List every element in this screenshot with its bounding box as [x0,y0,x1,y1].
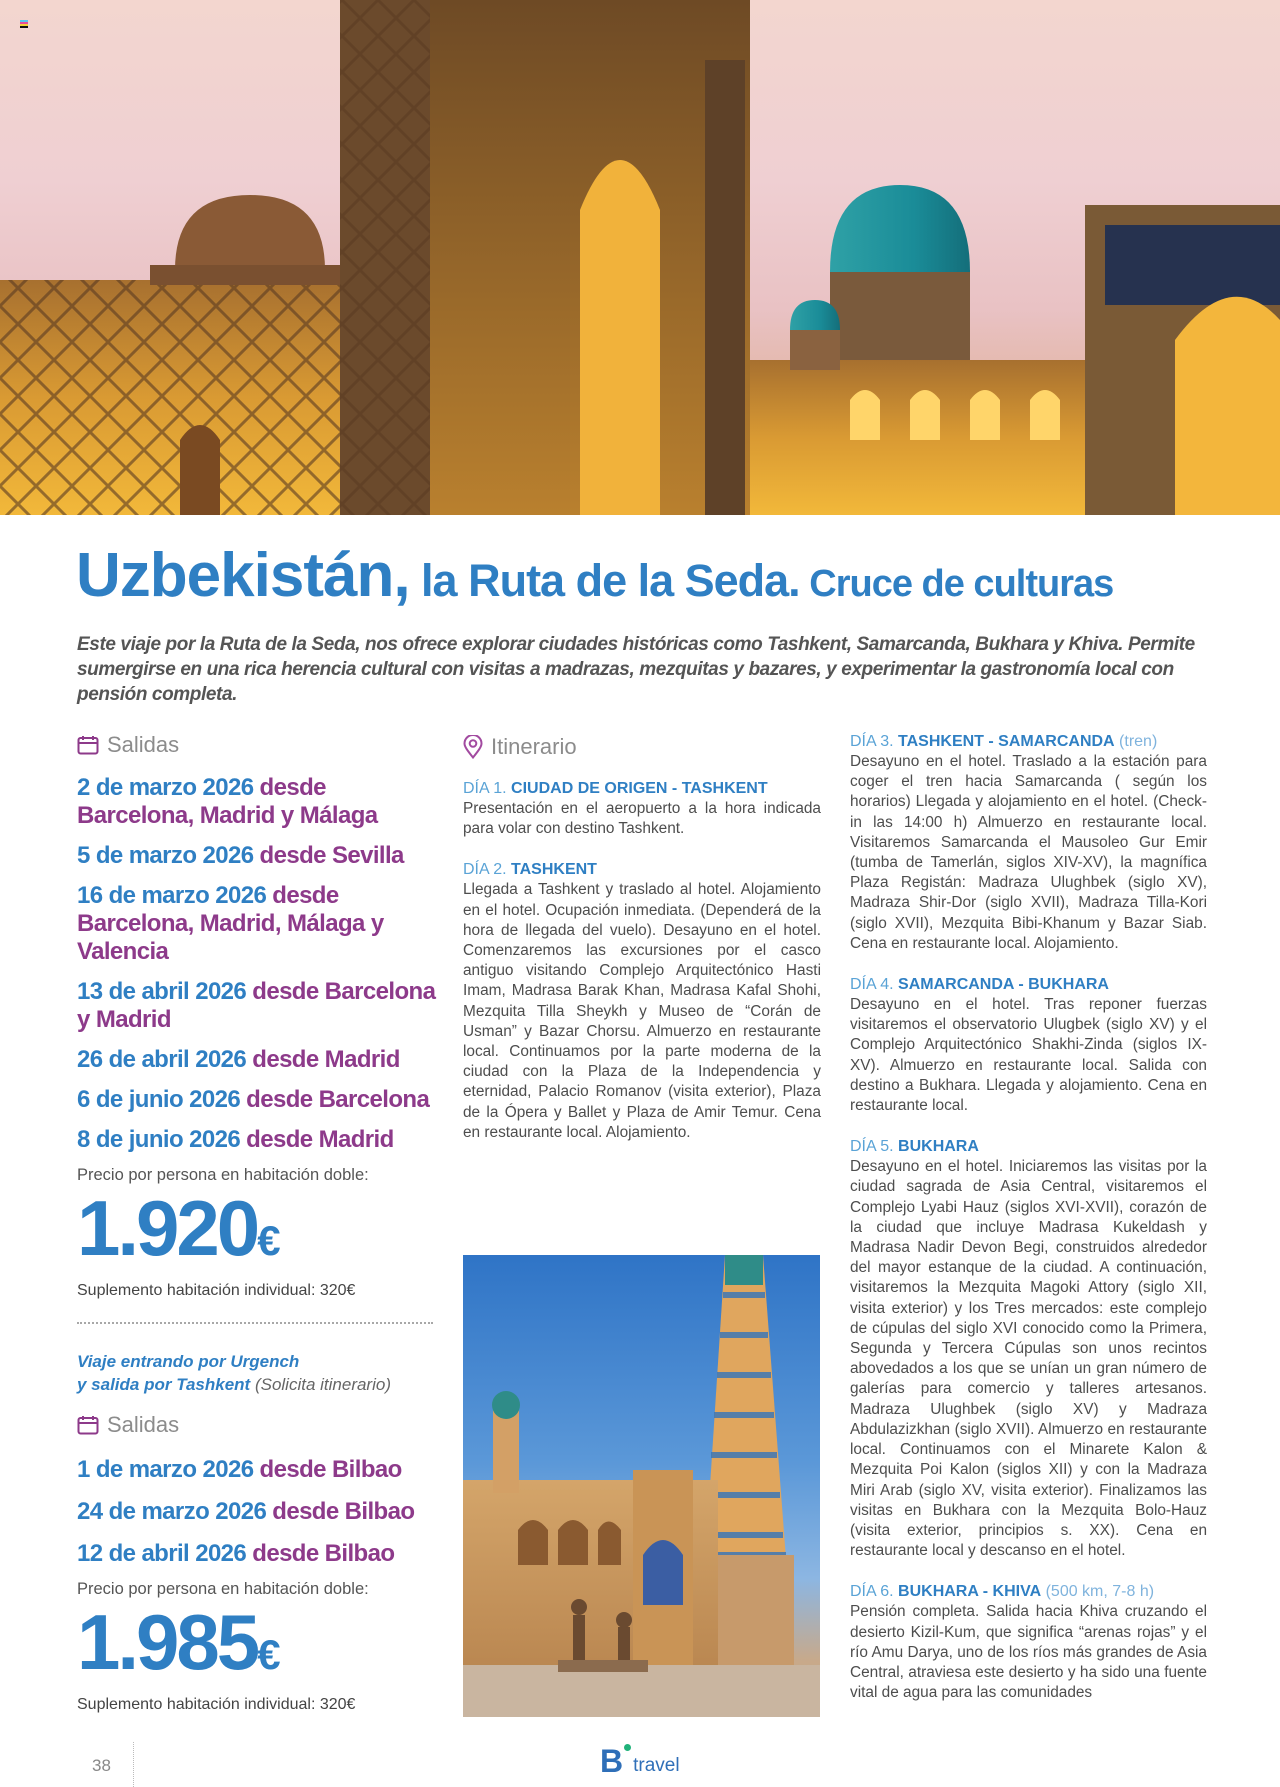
location-pin-icon [463,735,483,759]
currency-symbol: € [257,1631,281,1678]
calendar-icon [77,735,99,755]
page-number: 38 [92,1756,111,1775]
departures-heading-label: Salidas [107,732,180,757]
departure-item: 13 de abril 2026 desde Barcelona y Madrid [77,978,436,1033]
itinerary-day [850,974,1207,1116]
day-heading: DÍA 4. SAMARCANDA - BUKHARA [850,976,1109,994]
itinerary-day [463,778,821,839]
title-subtitle: Cruce de culturas [799,563,1114,605]
calendar-icon [77,1415,99,1435]
day-description: Desayuno en el hotel. Traslado a la estación para coger el tren hacia Samarcanda ( según los horarios) Llegada y alojamiento en el hotel. (Check-in las 14:00 h) Almuerzo en restaurante local. Visitaremos Samarcanda el Mausoleo Gur Emir (tumba de Tamerlán, siglos XIV-XV), la magnífica Plaza Registán: Madraza Ulughbek (siglo XV), Madraza Shir-Dor (siglo XVII), Madraza Tilla-Kori (siglo XVII), Mezquita Bibi-Khanum y Bazar Siab. Cena en restaurante local. Alojamiento. [850,753,1207,952]
single-supplement: Suplemento habitación individual: 320€ [77,1282,356,1299]
departure-item: 24 de marzo 2026 desde Bilbao [77,1498,415,1525]
itinerary-day [463,859,821,1143]
brand-dot-icon [624,1744,631,1751]
price-label: Precio por persona en habitación doble: [77,1580,369,1598]
price-value: 1.920€ [77,1184,281,1272]
itinerary-column-2 [850,731,1207,1703]
currency-symbol: € [257,1217,281,1264]
day-heading: DÍA 3. TASHKENT - SAMARCANDA (tren) [850,733,1158,750]
route-note: Viaje entrando por Urgench y salida por Tashkent (Solicita itinerario) [77,1352,391,1394]
price-value: 1.985€ [77,1598,281,1686]
title-country: Uzbekistán, [76,541,410,610]
khiva-illustration [463,1255,820,1717]
title-route: la Ruta de la Seda. [409,555,800,606]
day-description: Presentación en el aeropuerto a la hora indicada para volar con destino Tashkent. [463,800,821,838]
day-description: Llegada a Tashkent y traslado al hotel. Alojamiento en el hotel. Ocupación inmediata. (Dependerá de la hora de llegada del vuelo). Desayuno en el hotel. Comenzaremos las excursiones por el casco antiguo visitando Complejo Arquitectónico Hasti Imam, Madrasa Barak Khan, Madrasa Kafal Shohi, Mezquita Tilla Sheykh y Museo de “Corán de Usman” y Bazar Chorsu. Almuerzo en restaurante local. Continuamos por la parte moderna de la ciudad con la Plaza de la Independencia y eternidad, Palacio Romanov (visita exterior), Plaza de la Ópera y Ballet y Plaza de Amir Temur. Cena en restaurante local. Alojamiento. [463,881,821,1141]
day-description: Desayuno en el hotel. Tras reponer fuerzas visitaremos el observatorio Ulugbek (siglo XV) y el Complejo Arquitectónico Shakhi-Zinda (siglos IX-XV). Almuerzo en restaurante local. Salida con destino a Bukhara. Llegada y alojamiento. Cena en restaurante local. [850,996,1207,1115]
departure-item: 2 de marzo 2026 desde Barcelona, Madrid y Málaga [77,774,378,829]
day-description: Desayuno en el hotel. Iniciaremos las visitas por la ciudad sagrada de Asia Central, visitaremos el Complejo Lyabi Hauz (siglos XVI-XVII), corazón de la ciudad que incluye Madrasa Kukeldash y Madrasa Nadir Devon Begi, construidos alrededor del mayor estanque de la ciudad. A continuación, visitaremos la Mezquita Magoki Attory (siglo XII, visita exterior) y los Tres mercados: este complejo de cúpulas del siglo XVI conocido como la Primera, Segunda y Tercera Cúpulas son unos recintos abovedados a los que se unían un gran número de galerías para comercio y talleres artesanos. Madraza Ulughbek (siglo XV) y Madraza Abdulazizkhan (siglo XVII). Almuerzo en restaurante local. Continuamos con el Minarete Kalon & Mezquita Poi Kalon (siglos XII) y con la Madraza Miri Arab (siglo XV, visita exterior). Finalizamos las visitas en Bukhara con la Mezquita Bolo-Hauz (visita exterior, principios s. XX). Cena en restaurante local y descanso en el hotel. [850,1158,1207,1560]
print-registration-mark [20,20,28,28]
day-heading: DÍA 1. CIUDAD DE ORIGEN - TASHKENT [463,780,768,797]
page-title [76,540,1216,611]
hero-photo [0,0,1280,515]
khiva-photo [463,1255,820,1717]
itinerary-day [850,1581,1207,1703]
departures-heading [77,728,437,762]
brand-letter: B [600,1746,623,1776]
footer-rule [133,1742,134,1787]
itinerary-column-1 [463,730,821,1143]
request-itinerary-note: (Solicita itinerario) [250,1375,391,1394]
day-heading: DÍA 2. TASHKENT [463,861,597,879]
departure-item: 12 de abril 2026 desde Bilbao [77,1540,395,1567]
brand-word: travel [633,1755,680,1776]
departure-item: 16 de marzo 2026 desde Barcelona, Madrid, Málaga y Valencia [77,882,384,965]
itinerary-heading-label: Itinerario [491,734,577,759]
departures-column [77,728,437,1714]
dotted-divider [77,1322,433,1324]
departure-item: 8 de junio 2026 desde Madrid [77,1126,394,1153]
itinerary-day [850,731,1207,954]
single-supplement: Suplemento habitación individual: 320€ [77,1696,356,1713]
intro-paragraph: Este viaje por la Ruta de la Seda, nos ofrece explorar ciudades históricas como Tashkent, Samarcanda, Bukhara y Khiva. Permite sumergirse en una rica herencia cultural con visitas a madrazas, mezquitas y bazares, y experimentar la gastronomía local con pensión completa. [77,634,1195,705]
day-description: Pensión completa. Salida hacia Khiva cruzando el desierto Kizil-Kum, que significa “arenas rojas” y el río Amu Darya, uno de los ríos más grandes de Asia Central, atraviesa este desierto y ha sido una fuente vital de agua para las comunidades [850,1603,1207,1702]
day-heading: DÍA 5. BUKHARA [850,1138,979,1156]
price-label: Precio por persona en habitación doble: [77,1166,369,1184]
departure-item: 5 de marzo 2026 desde Sevilla [77,842,404,869]
departures-heading-2 [77,1408,437,1442]
day-heading: DÍA 6. BUKHARA - KHIVA (500 km, 7-8 h) [850,1583,1155,1601]
departure-item: 1 de marzo 2026 desde Bilbao [77,1456,402,1483]
itinerary-heading [463,730,821,764]
departure-item: 26 de abril 2026 desde Madrid [77,1046,400,1073]
btravel-logo [600,1743,680,1779]
registan-illustration [0,0,1280,515]
departures-heading-label: Salidas [107,1412,180,1437]
itinerary-day [850,1136,1207,1561]
departure-item: 6 de junio 2026 desde Barcelona [77,1086,430,1113]
